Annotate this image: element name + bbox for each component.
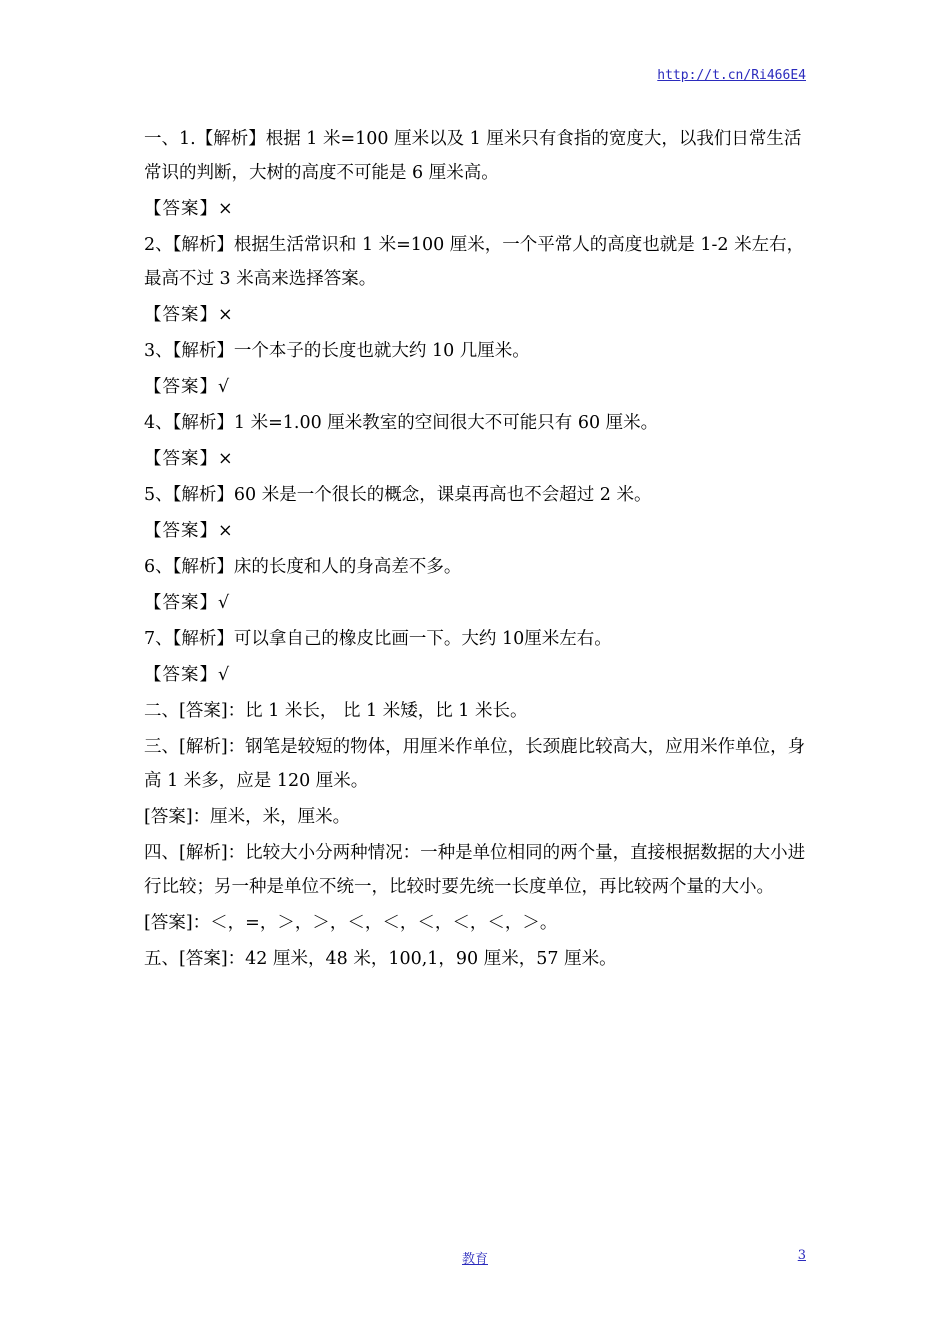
item-7-explanation: 7、【解析】可以拿自己的橡皮比画一下。大约 10厘米左右。 — [144, 629, 612, 649]
item-1-answer: 【答案】× — [144, 199, 234, 219]
item-2-answer: 【答案】× — [144, 305, 234, 325]
section-5-answer: 五、[答案]：42 厘米，48 米，100,1，90 厘米，57 厘米。 — [144, 949, 617, 969]
item-5-explanation: 5、【解析】60 米是一个很长的概念，课桌再高也不会超过 2 米。 — [144, 485, 652, 505]
item-5-answer: 【答案】× — [144, 521, 234, 541]
item-3-answer: 【答案】√ — [144, 377, 231, 397]
answer-content — [144, 122, 808, 978]
item-2-explanation: 2、【解析】根据生活常识和 1 米=100 厘米，一个平常人的高度也就是 1-2 米左右，最高不过 3 米高来选择答案。 — [144, 235, 805, 289]
section-3-answer: [答案]：厘米，米，厘米。 — [144, 807, 351, 827]
footer-link[interactable]: 教育 — [461, 1252, 488, 1267]
item-1-explanation: 一、1.【解析】根据 1 米=100 厘米以及 1 厘米只有食指的宽度大，以我们日常生活常识的判断，大树的高度不可能是 6 厘米高。 — [144, 129, 802, 183]
section-3-explanation: 三、[解析]：钢笔是较短的物体，用厘米作单位，长颈鹿比较高大，应用米作单位，身高 1 米多，应是 120 厘米。 — [144, 737, 806, 791]
item-3-explanation: 3、【解析】一个本子的长度也就大约 10 几厘米。 — [144, 341, 530, 361]
item-4-answer: 【答案】× — [144, 449, 234, 469]
section-4-explanation: 四、[解析]：比较大小分两种情况：一种是单位相同的两个量，直接根据数据的大小进行比较；另一种是单位不统一，比较时要先统一长度单位，再比较两个量的大小。 — [144, 843, 806, 897]
item-4-explanation: 4、【解析】1 米=1.00 厘米教室的空间很大不可能只有 60 厘米。 — [144, 413, 659, 433]
header-link[interactable]: http://t.cn/Ri466E4 — [657, 68, 806, 83]
section-4-answer: [答案]：＜，=，＞，＞，＜，＜，＜，＜，＜，＞。 — [144, 913, 558, 933]
section-2-answer: 二、[答案]：比 1 米长， 比 1 米矮，比 1 米长。 — [144, 701, 528, 721]
item-6-answer: 【答案】√ — [144, 593, 231, 613]
item-7-answer: 【答案】√ — [144, 665, 231, 685]
item-6-explanation: 6、【解析】床的长度和人的身高差不多。 — [144, 557, 462, 577]
page-number[interactable]: 3 — [797, 1248, 806, 1263]
